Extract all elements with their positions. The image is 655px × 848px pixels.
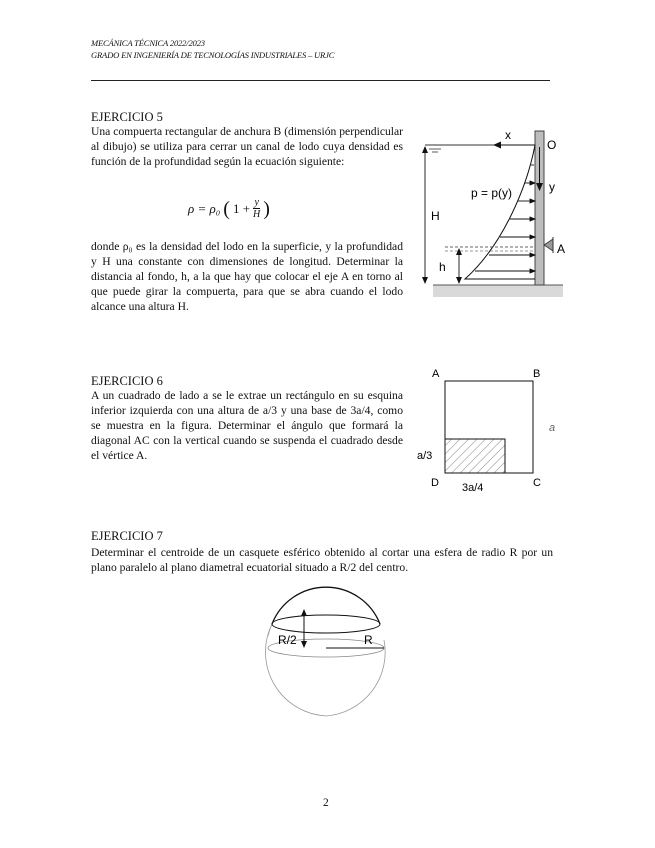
exercise-5-text-1 <box>91 124 403 169</box>
dim-H-top <box>422 146 428 153</box>
vertex-b: B <box>533 368 541 380</box>
x-arrow-head <box>493 142 501 149</box>
exercise-6-text <box>91 388 403 463</box>
label-h: h <box>439 260 446 274</box>
exercise-5-title: EJERCICIO 5 <box>91 110 163 124</box>
label-x: x <box>505 128 511 142</box>
ground-hatch <box>433 285 563 297</box>
vertex-d: D <box>431 477 439 489</box>
hinge-a <box>544 239 553 251</box>
label-A: A <box>557 242 566 256</box>
equation-denominator: H <box>253 209 261 220</box>
figure-5-gate <box>415 125 570 300</box>
removed-rectangle <box>445 439 505 473</box>
cutting-plane <box>272 615 380 633</box>
exercise-5-paragraph-2: donde ρ₀ es la densidad del lodo en la superficie, y la profundidad y H una constante con dimensiones de longitud. Determinar la distancia al fondo, h, a la que hay que colocar el eje A en torno al que puede girar la compuerta, para que se abra cuando el lodo alcance una altura H. <box>91 240 403 313</box>
equation-lhs: ρ = ρ₀ <box>188 200 221 216</box>
label-r2: R/2 <box>278 633 297 647</box>
label-y: y <box>549 180 555 194</box>
exercise-5-paragraph-1: Una compuerta rectangular de anchura B (dimensión perpendicular al dibujo) se utiliza para cerrar un canal de lodo cuya densidad es función de la profundidad según la ecuación siguiente: <box>91 125 403 168</box>
header-degree: GRADO EN INGENIERÍA DE TECNOLOGÍAS INDUSTRIALES – URJC <box>91 50 335 60</box>
label-o: O <box>547 138 557 152</box>
header-rule <box>91 80 550 81</box>
exercise-7-text <box>91 545 553 575</box>
figure-6-square <box>415 365 565 495</box>
dim-H-bottom <box>422 277 428 284</box>
header-course: MECÁNICA TÉCNICA 2022/2023 <box>91 38 205 48</box>
side-a-label: a <box>549 422 556 434</box>
label-pressure: p = p(y) <box>471 186 513 200</box>
height-a3-label: a/3 <box>417 450 433 462</box>
dim-h-top <box>456 248 462 255</box>
dim-h-bottom <box>456 277 462 284</box>
exercise-7-paragraph: Determinar el centroide de un casquete esférico obtenido al cortar una esfera de radio R por un plano paralelo al plano diametral ecuatorial situado a R/2 del centro. <box>91 546 553 574</box>
equation-paren-open: ( <box>223 197 230 220</box>
exercise-6-title: EJERCICIO 6 <box>91 374 163 388</box>
exercise-6-paragraph: A un cuadrado de lado a se le extrae un rectángulo en su esquina inferior izquierda con una altura de a/3 y una base de 3a/4, como se muestra en la figura. Determinar el ángulo que formará la diagonal AC con la vertical cuando se suspenda el cuadrado desde el vértice A. <box>91 389 403 462</box>
vertex-c: C <box>533 477 541 489</box>
r2-arrow-bottom <box>301 641 307 648</box>
equation-paren-close: ) <box>263 197 270 220</box>
sphere-left-edge <box>268 624 272 636</box>
r2-arrow-top <box>301 609 307 616</box>
equation-numerator: y <box>254 197 259 208</box>
vertex-a: A <box>432 368 440 380</box>
label-r: R <box>364 633 373 647</box>
pressure-arrows <box>475 165 535 273</box>
label-H: H <box>431 209 440 223</box>
page-number: 2 <box>323 797 329 809</box>
equation-fraction <box>253 197 260 220</box>
exercise-5-equation <box>188 197 270 220</box>
spherical-cap <box>272 587 380 624</box>
exercise-7-title: EJERCICIO 7 <box>91 529 163 543</box>
equation-one: 1 + <box>232 200 251 216</box>
base-3a4-label: 3a/4 <box>462 482 484 494</box>
exercise-5-text-2 <box>91 239 403 314</box>
pressure-curve <box>465 145 535 279</box>
figure-7-sphere <box>260 584 400 724</box>
